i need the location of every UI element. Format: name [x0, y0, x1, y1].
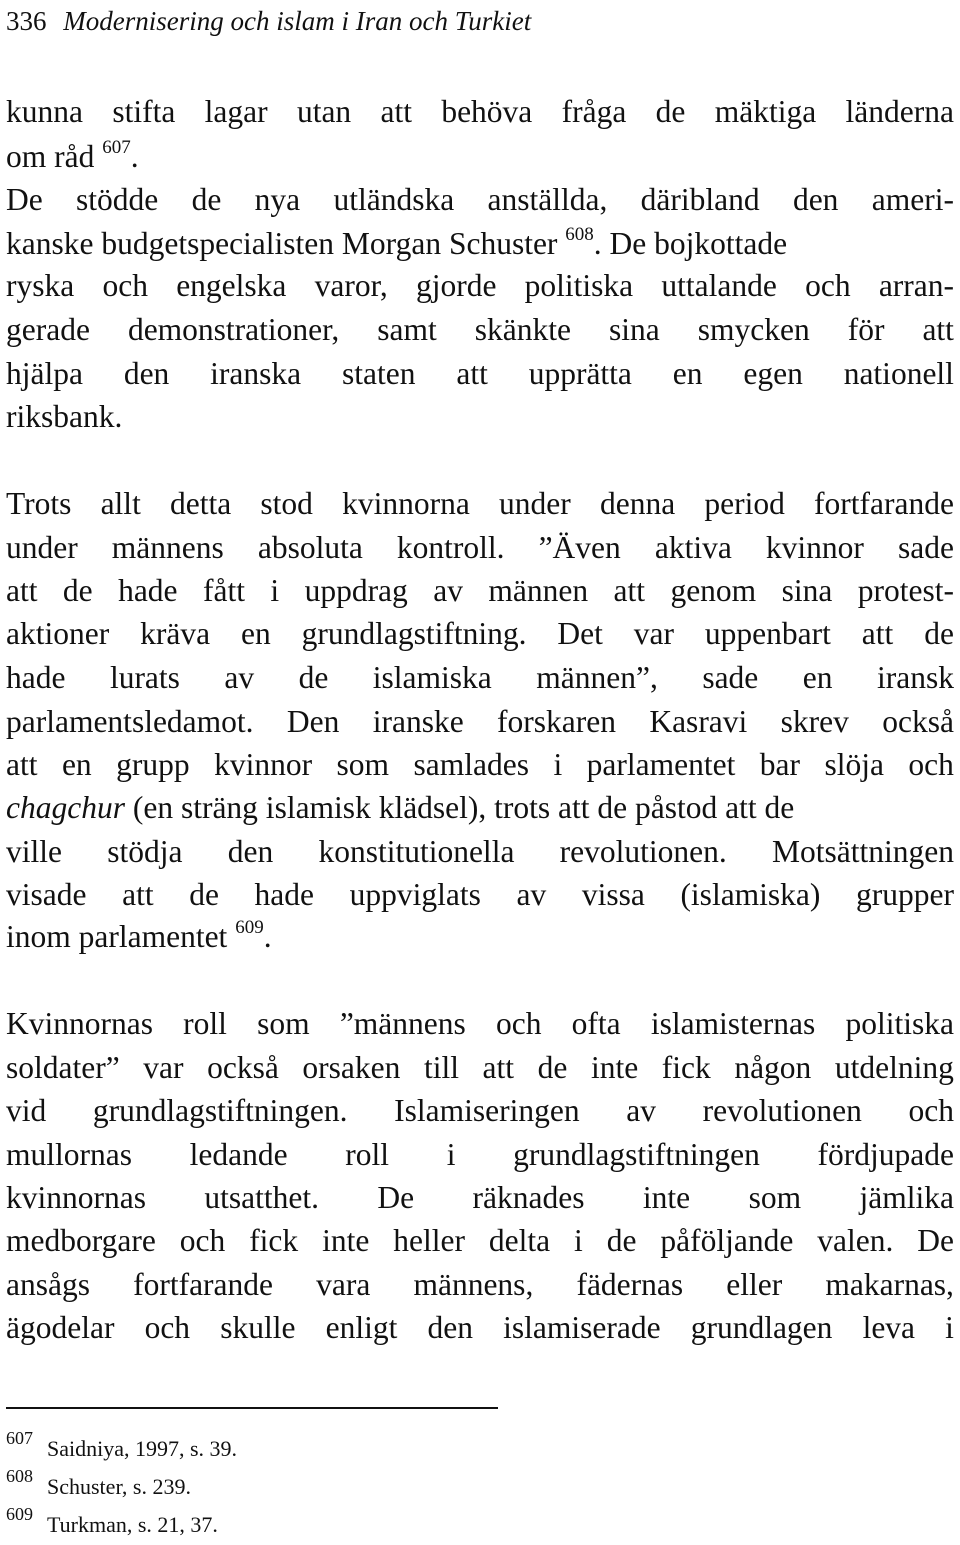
- footnote-text: Saidniya, 1997, s. 39.: [47, 1436, 238, 1461]
- text-line: kvinnornas utsatthet. De räknades inte som jämlika: [6, 1180, 954, 1215]
- text-line: ryska och engelska varor, gjorde politiska uttalande och arran-: [6, 268, 954, 303]
- text-line: parlamentsledamot. Den iranske forskaren Kasravi skrev också: [6, 704, 954, 739]
- text-fragment: .: [263, 919, 272, 954]
- text-fragment: .: [130, 139, 139, 174]
- text-line: Kvinnornas roll som ”männens och ofta islamisternas politiska: [6, 1006, 954, 1041]
- text-line: gerade demonstrationer, samt skänkte sina smycken för att: [6, 312, 954, 347]
- text-line: [6, 917, 954, 957]
- italic-term: chagchur: [6, 790, 125, 825]
- footnote-separator: [6, 1407, 498, 1409]
- text-line: visade att de hade uppviglats av vissa (islamiska) grupper: [6, 877, 954, 912]
- text-line: riksbank.: [6, 399, 123, 434]
- text-line: ville stödja den konstitutionella revolutionen. Motsättningen: [6, 834, 954, 869]
- footnote-number: 609: [6, 1504, 33, 1524]
- page-number: 336: [6, 6, 47, 36]
- text-line: hade lurats av de islamiska männen”, sade en iransk: [6, 660, 954, 695]
- text-line: att de hade fått i uppdrag av männen att genom sina protest-: [6, 573, 954, 608]
- running-header: [6, 4, 531, 38]
- text-fragment: (en sträng islamisk klädsel), trots att de påstod att de: [132, 790, 795, 825]
- footnote-text: Schuster, s. 239.: [47, 1474, 191, 1499]
- text-line: aktioner kräva en grundlagstiftning. Det var uppenbart att de: [6, 616, 954, 651]
- text-line: ansågs fortfarande vara männens, fädernas eller makarnas,: [6, 1267, 954, 1302]
- running-title: Modernisering och islam i Iran och Turkiet: [63, 6, 532, 36]
- text-line: soldater” var också orsaken till att de inte fick någon utdelning: [6, 1050, 954, 1085]
- text-fragment: kanske budgetspecialisten Morgan Schuster: [6, 226, 558, 261]
- footnote-number: 607: [6, 1428, 33, 1448]
- text-line: medborgare och fick inte heller delta i de påföljande valen. De: [6, 1223, 954, 1258]
- text-line: [6, 788, 954, 828]
- text-line: under männens absoluta kontroll. ”Även aktiva kvinnor sade: [6, 530, 954, 565]
- footnote: [6, 1428, 238, 1463]
- text-fragment: om råd: [6, 139, 95, 174]
- text-line: Trots allt detta stod kvinnorna under denna period fortfarande: [6, 486, 954, 521]
- footnote-text: Turkman, s. 21, 37.: [47, 1512, 218, 1537]
- footnote-reference: 608: [565, 224, 594, 245]
- text-line: [6, 137, 954, 177]
- text-fragment: inom parlamentet: [6, 919, 228, 954]
- text-line: hjälpa den iranska staten att upprätta en egen nationell: [6, 356, 954, 391]
- text-line: att en grupp kvinnor som samlades i parlamentet bar slöja och: [6, 747, 954, 782]
- footnote: [6, 1466, 191, 1501]
- text-line: [6, 224, 954, 264]
- text-line: vid grundlagstiftningen. Islamiseringen av revolutionen och: [6, 1093, 954, 1128]
- footnote-reference: 609: [235, 917, 264, 938]
- text-line: De stödde de nya utländska anställda, däribland den ameri-: [6, 182, 954, 217]
- footnote: [6, 1504, 218, 1539]
- text-fragment: . De bojkottade: [593, 226, 788, 261]
- text-line: ägodelar och skulle enligt den islamiserade grundlagen leva i: [6, 1310, 954, 1345]
- footnote-reference: 607: [102, 137, 131, 158]
- text-line: kunna stifta lagar utan att behöva fråga de mäktiga länderna: [6, 94, 954, 129]
- text-line: mullornas ledande roll i grundlagstiftningen fördjupade: [6, 1137, 954, 1172]
- footnote-number: 608: [6, 1466, 33, 1486]
